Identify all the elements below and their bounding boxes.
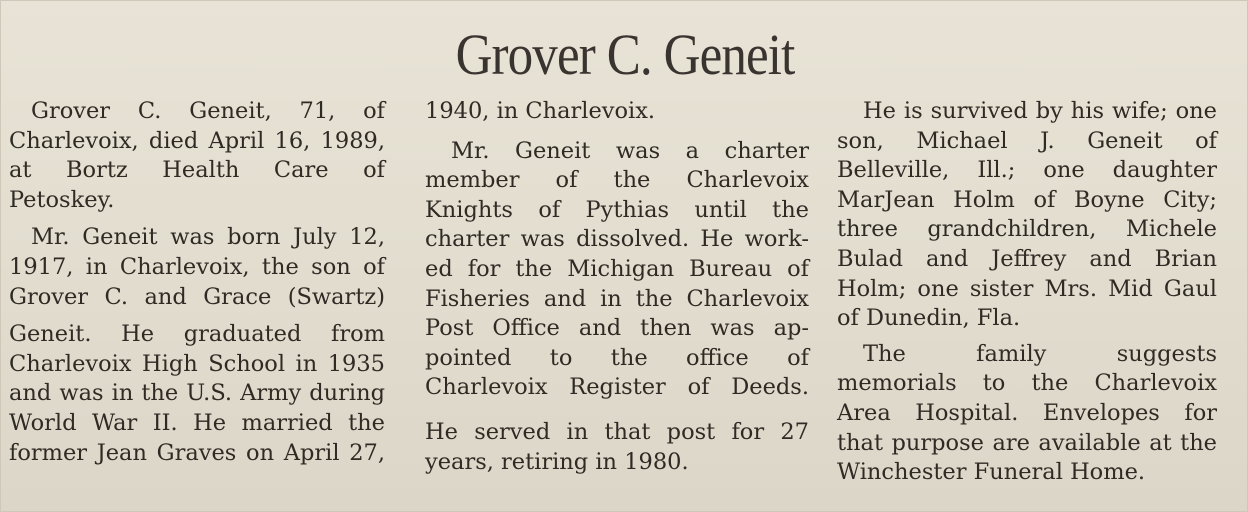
- paragraph: [837, 340, 1217, 488]
- text-line: Area Hospital. Envelopes for: [837, 399, 1217, 426]
- headline: Grover C. Geneit: [455, 22, 795, 87]
- text-line: Winchester Funeral Home.: [837, 459, 1146, 486]
- text-line: that purpose are available at the: [837, 429, 1217, 456]
- text-line: son, Michael J. Geneit of: [837, 127, 1217, 154]
- text-line: Bulad and Jeffrey and Brian: [837, 245, 1217, 272]
- text-line: Grover C. and Grace (Swartz): [9, 283, 385, 310]
- text-line: member of the Charlevoix: [425, 167, 809, 194]
- paragraph: [9, 320, 385, 468]
- text-line: Fisheries and in the Charlevoix: [425, 285, 809, 312]
- text-line: He served in that post for 27: [425, 418, 809, 445]
- text-line: Geneit. He graduated from: [9, 321, 385, 348]
- text-line: former Jean Graves on April 27,: [9, 439, 385, 466]
- text-line: and was in the U.S. Army during: [9, 380, 385, 407]
- text-line: The family suggests: [863, 340, 1217, 367]
- text-line: at Bortz Health Care of: [9, 157, 385, 184]
- text-line: He is survived by his wife; one: [863, 98, 1217, 124]
- paragraph: [425, 418, 809, 477]
- text-line: MarJean Holm of Boyne City;: [837, 186, 1217, 213]
- paragraph: [9, 97, 385, 215]
- text-line: Holm; one sister Mrs. Mid Gaul: [837, 275, 1217, 302]
- paragraph: [837, 97, 1217, 334]
- column-3: [837, 97, 1217, 488]
- text-line: Mr. Geneit was a charter: [451, 137, 809, 164]
- text-line: years, retiring in 1980.: [425, 448, 689, 475]
- text-line: Mr. Geneit was born July 12,: [31, 224, 385, 251]
- text-line: ed for the Michigan Bureau of: [425, 255, 809, 282]
- text-line: World War II. He married the: [9, 409, 385, 436]
- text-line: Knights of Pythias until the: [425, 196, 809, 223]
- text-line: Charlevoix, died April 16, 1989,: [9, 127, 385, 154]
- text-line: Petoskey.: [9, 186, 115, 213]
- paragraph: [425, 137, 809, 403]
- text-line: Grover C. Geneit, 71, of: [31, 98, 385, 124]
- text-line: Charlevoix Register of Deeds.: [425, 374, 809, 401]
- text-line: Post Office and then was ap-: [425, 315, 809, 342]
- text-line: Charlevoix High School in 1935: [9, 350, 385, 377]
- text-line: pointed to the office of: [425, 344, 809, 371]
- text-line: 1940, in Charlevoix.: [425, 98, 656, 124]
- column-1: [9, 97, 385, 468]
- text-line: three grandchildren, Michele: [837, 216, 1217, 243]
- text-line: of Dunedin, Fla.: [837, 305, 1021, 332]
- paragraph: [9, 223, 385, 312]
- column-2: [425, 97, 809, 477]
- text-line: 1917, in Charlevoix, the son of: [9, 253, 385, 280]
- text-line: memorials to the Charlevoix: [837, 370, 1217, 397]
- paragraph: [425, 97, 809, 127]
- text-line: charter was dissolved. He work-: [425, 226, 809, 253]
- text-line: Belleville, Ill.; one daughter: [837, 157, 1217, 184]
